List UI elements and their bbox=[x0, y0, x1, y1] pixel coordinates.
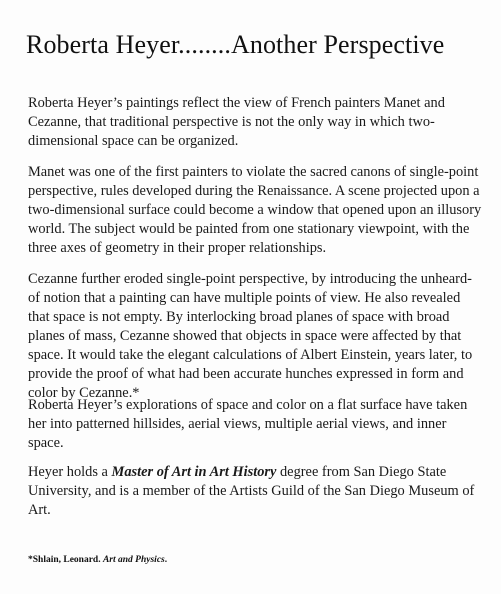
credentials-text-end: degree from San Diego State University, and is a member of the Artists Guild of the San Diego Museum of Art. bbox=[28, 464, 475, 518]
paragraph-explorations: Roberta Heyer’s explorations of space and color on a flat surface have taken her into patterned hillsides, aerial views, multiple aerial views, and inner space. bbox=[28, 397, 468, 451]
paragraph-intro: Roberta Heyer’s paintings reflect the view of French painters Manet and Cezanne, that traditional perspective is not the only way in which two-dimensional space can be organized. bbox=[28, 95, 445, 149]
footnote-author: *Shlain, Leonard. bbox=[28, 555, 103, 565]
footnote bbox=[28, 555, 167, 565]
paragraph-cezanne: Cezanne further eroded single-point perspective, by introducing the unheard-of notion that a painting can have multiple points of view. He also revealed that space is not empty. By interlocking broad planes of space with broad planes of mass, Cezanne showed that objects in space were affected by that space. It would take the elegant calculations of Albert Einstein, years later, to provide the proof of what had been accurate hunches expressed in form and color by Cezanne.* bbox=[28, 271, 473, 401]
credentials-text-start: Heyer holds a bbox=[28, 464, 112, 480]
paragraph-manet: Manet was one of the first painters to violate the sacred canons of single-point perspective, rules developed during the Renaissance. A scene projected upon a two-dimensional surface could become a window that opened upon an illusory world. The subject would be painted from one stationary viewpoint, with the three axes of geometry in their proper relationships. bbox=[28, 164, 482, 256]
degree-emphasis: Master of Art in Art History bbox=[111, 464, 277, 480]
document-title: Roberta Heyer........Another Perspective bbox=[26, 30, 445, 59]
paragraph-credentials bbox=[28, 463, 483, 520]
footnote-book-title: Art and Physics bbox=[102, 555, 165, 565]
footnote-end: . bbox=[164, 555, 168, 565]
